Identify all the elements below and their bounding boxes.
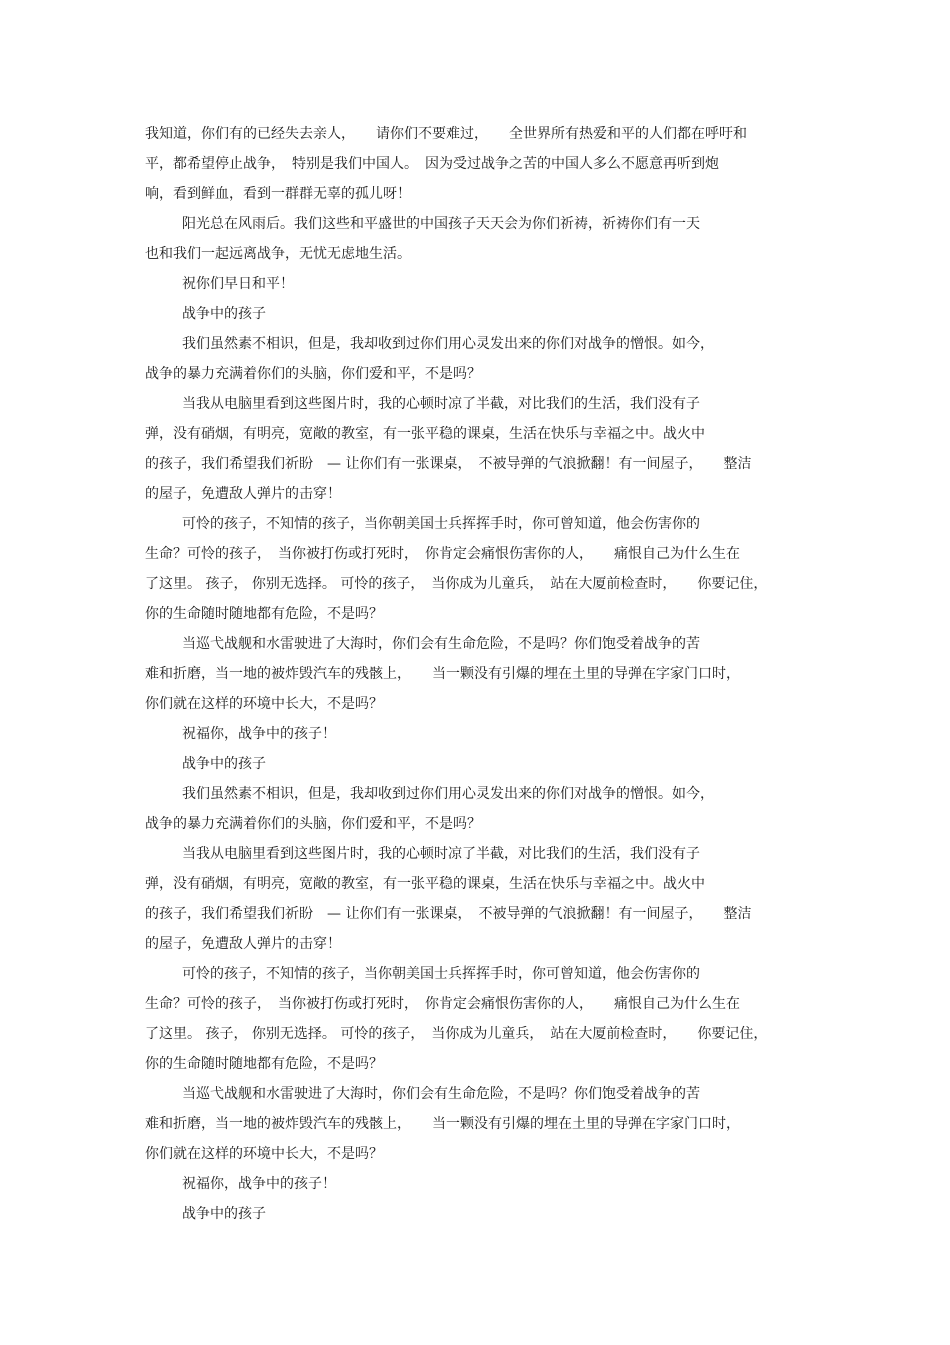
text-line: 我们虽然素不相识，但是，我却收到过你们用心灵发出来的你们对战争的憎恨。如今， — [182, 786, 714, 802]
text-line: 当我从电脑里看到这些图片时，我的心顿时凉了半截，对比我们的生活，我们没有子 — [182, 396, 700, 412]
text-line: 的孩子，我们希望我们祈盼 — 让你们有一张课桌， 不被导弹的气浪掀翻！有一间屋子， 整洁 — [145, 456, 752, 472]
text-line: 当巡弋战舰和水雷驶进了大海时，你们会有生命危险，不是吗？你们饱受着战争的苦 — [182, 1086, 700, 1102]
text-line: 弹，没有硝烟，有明亮，宽敞的教室，有一张平稳的课桌，生活在快乐与幸福之中。战火中 — [145, 876, 705, 892]
text-line: 当巡弋战舰和水雷驶进了大海时，你们会有生命危险，不是吗？你们饱受着战争的苦 — [182, 636, 700, 652]
section-heading: 战争中的孩子 — [182, 1206, 266, 1222]
text-line: 我们虽然素不相识，但是，我却收到过你们用心灵发出来的你们对战争的憎恨。如今， — [182, 336, 714, 352]
text-line: 难和折磨，当一地的被炸毁汽车的残骸上， 当一颗没有引爆的埋在土里的导弹在字家门口时， — [145, 666, 740, 682]
section-heading: 战争中的孩子 — [182, 756, 266, 772]
text-line: 阳光总在风雨后。我们这些和平盛世的中国孩子天天会为你们祈祷，祈祷你们有一天 — [182, 216, 700, 232]
text-line: 了这里。 孩子， 你别无选择。 可怜的孩子， 当你成为儿童兵， 站在大厦前检查时， 你要记住， — [145, 576, 768, 592]
text-line: 祝你们早日和平！ — [182, 276, 294, 292]
text-line: 可怜的孩子，不知情的孩子，当你朝美国士兵挥挥手时，你可曾知道，他会伤害你的 — [182, 516, 700, 532]
text-line: 平，都希望停止战争， 特别是我们中国人。 因为受过战争之苦的中国人多么不愿意再听到炮 — [145, 156, 719, 172]
text-line: 你的生命随时随地都有危险，不是吗？ — [145, 1056, 383, 1072]
text-line: 你的生命随时随地都有危险，不是吗？ — [145, 606, 383, 622]
text-line: 的孩子，我们希望我们祈盼 — 让你们有一张课桌， 不被导弹的气浪掀翻！有一间屋子， 整洁 — [145, 906, 752, 922]
text-line: 你们就在这样的环境中长大，不是吗？ — [145, 696, 383, 712]
text-line: 战争的暴力充满着你们的头脑，你们爱和平，不是吗？ — [145, 816, 481, 832]
text-line: 当我从电脑里看到这些图片时，我的心顿时凉了半截，对比我们的生活，我们没有子 — [182, 846, 700, 862]
section-heading: 战争中的孩子 — [182, 306, 266, 322]
text-line: 生命？可怜的孩子， 当你被打伤或打死时， 你肯定会痛恨伤害你的人， 痛恨自己为什么生在 — [145, 546, 740, 562]
text-line: 祝福你，战争中的孩子！ — [182, 1176, 336, 1192]
text-line: 战争的暴力充满着你们的头脑，你们爱和平，不是吗？ — [145, 366, 481, 382]
text-line: 的屋子，免遭敌人弹片的击穿！ — [145, 936, 341, 952]
text-line: 也和我们一起远离战争，无忧无虑地生活。 — [145, 246, 411, 262]
text-line: 弹，没有硝烟，有明亮，宽敞的教室，有一张平稳的课桌，生活在快乐与幸福之中。战火中 — [145, 426, 705, 442]
text-line: 的屋子，免遭敌人弹片的击穿！ — [145, 486, 341, 502]
text-line: 响，看到鲜血，看到一群群无辜的孤儿呀！ — [145, 186, 411, 202]
text-line: 祝福你，战争中的孩子！ — [182, 726, 336, 742]
text-line: 你们就在这样的环境中长大，不是吗？ — [145, 1146, 383, 1162]
text-line: 难和折磨，当一地的被炸毁汽车的残骸上， 当一颗没有引爆的埋在土里的导弹在字家门口时， — [145, 1116, 740, 1132]
text-line: 生命？可怜的孩子， 当你被打伤或打死时， 你肯定会痛恨伤害你的人， 痛恨自己为什么生在 — [145, 996, 740, 1012]
text-line: 我知道，你们有的已经失去亲人， 请你们不要难过， 全世界所有热爱和平的人们都在呼吁和 — [145, 126, 747, 142]
text-line: 了这里。 孩子， 你别无选择。 可怜的孩子， 当你成为儿童兵， 站在大厦前检查时， 你要记住， — [145, 1026, 768, 1042]
text-line: 可怜的孩子，不知情的孩子，当你朝美国士兵挥挥手时，你可曾知道，他会伤害你的 — [182, 966, 700, 982]
